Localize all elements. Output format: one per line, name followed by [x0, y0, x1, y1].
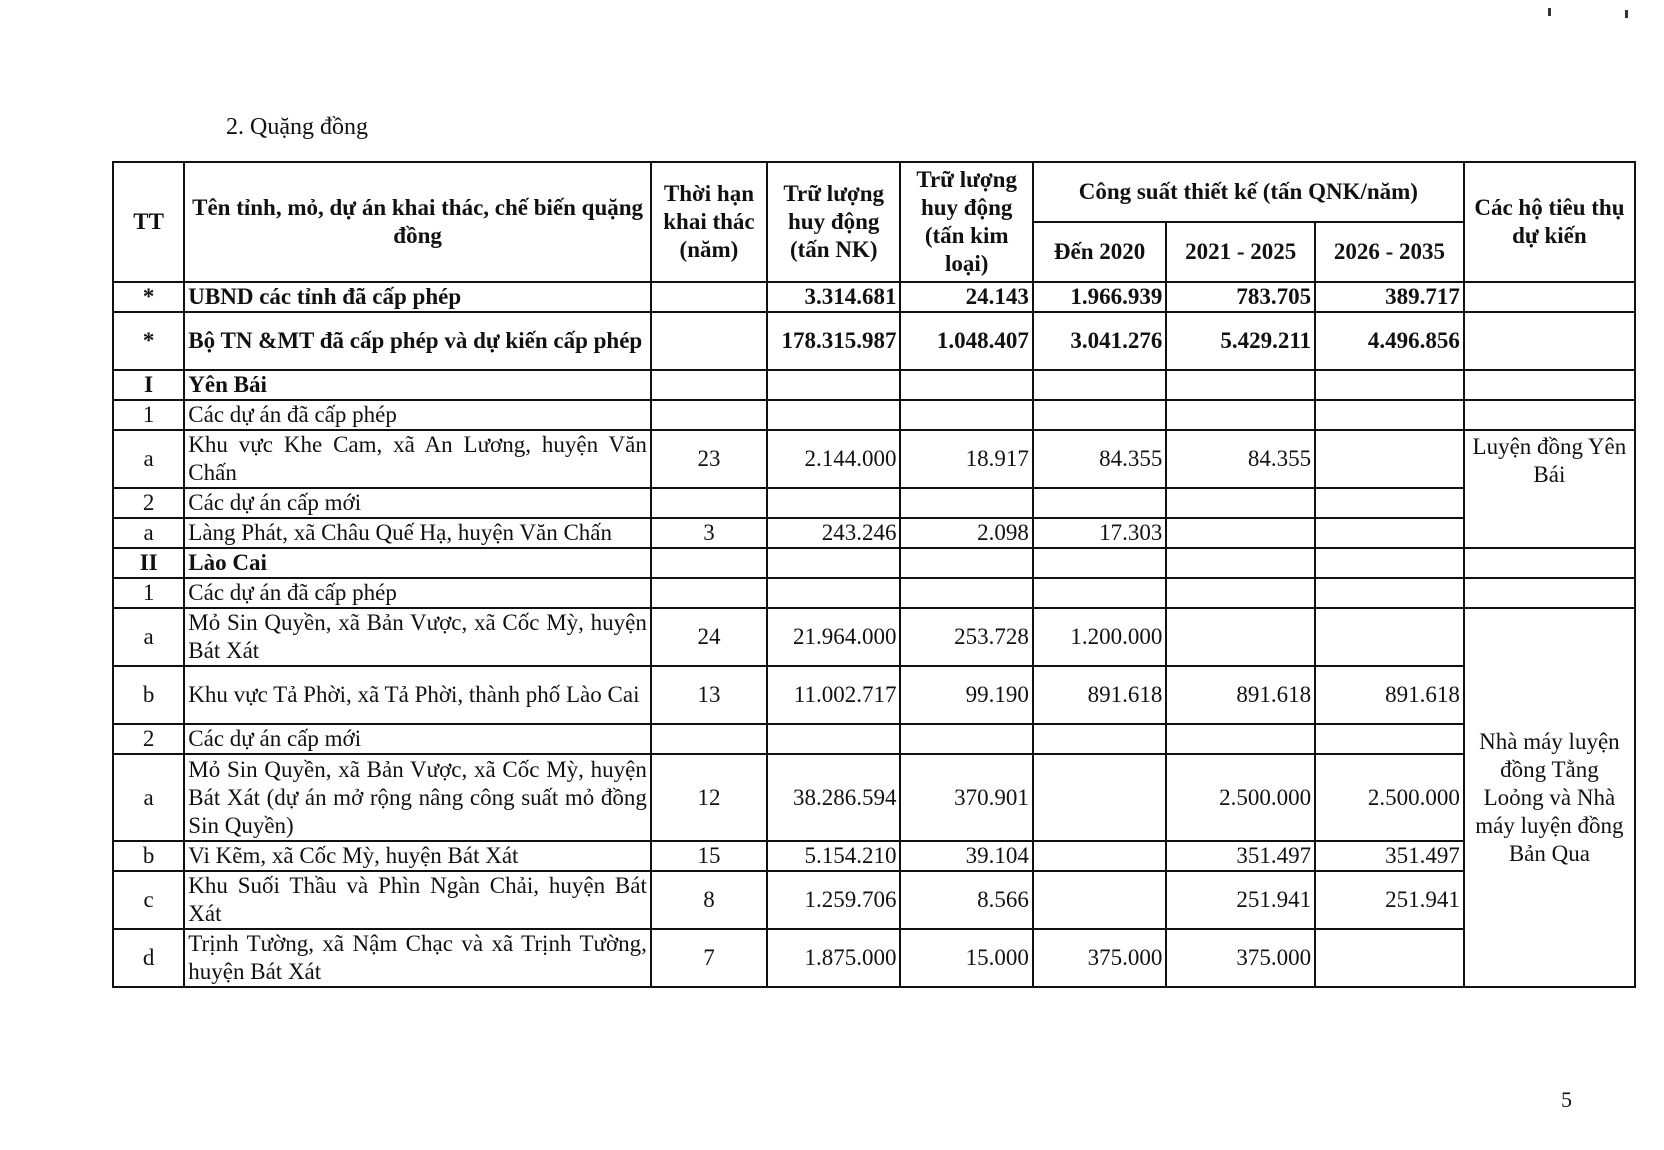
cell-term: 23 [651, 430, 767, 488]
cell-name: Lào Cai [184, 548, 651, 578]
cell-reserve-metal: 99.190 [900, 666, 1032, 724]
scan-mark [1548, 8, 1551, 16]
cell-consumers [1464, 282, 1635, 312]
cell-name: Khu Suối Thầu và Phìn Ngàn Chải, huyện Bát Xát [184, 871, 651, 929]
table-row [113, 578, 1635, 608]
cell-period-2021-2025: 375.000 [1166, 929, 1315, 987]
cell-reserve-ore [767, 578, 900, 608]
header-reserve-metal: Trữ lượng huy động (tấn kim loại) [900, 162, 1032, 282]
cell-period-2020: 84.355 [1033, 430, 1166, 488]
cell-reserve-metal [900, 724, 1032, 754]
cell-period-2026-2035: 2.500.000 [1315, 754, 1464, 841]
cell-name: Khu vực Tả Phời, xã Tả Phời, thành phố Lào Cai [184, 666, 651, 724]
cell-period-2026-2035: 4.496.856 [1315, 312, 1464, 370]
cell-tt: a [113, 518, 184, 548]
cell-period-2020 [1033, 754, 1166, 841]
cell-period-2021-2025 [1166, 488, 1315, 518]
cell-consumers [1464, 312, 1635, 370]
cell-tt: * [113, 312, 184, 370]
cell-reserve-ore: 3.314.681 [767, 282, 900, 312]
cell-tt: 2 [113, 488, 184, 518]
table-row [113, 871, 1635, 929]
cell-reserve-ore: 11.002.717 [767, 666, 900, 724]
cell-tt: * [113, 282, 184, 312]
cell-period-2026-2035 [1315, 430, 1464, 488]
table-row [113, 608, 1635, 666]
cell-reserve-ore: 5.154.210 [767, 841, 900, 871]
cell-tt: c [113, 871, 184, 929]
cell-term [651, 312, 767, 370]
cell-name: Các dự án cấp mới [184, 724, 651, 754]
cell-tt: 2 [113, 724, 184, 754]
cell-reserve-ore [767, 548, 900, 578]
cell-period-2020: 1.966.939 [1033, 282, 1166, 312]
cell-period-2026-2035: 351.497 [1315, 841, 1464, 871]
cell-period-2021-2025: 251.941 [1166, 871, 1315, 929]
cell-reserve-ore: 21.964.000 [767, 608, 900, 666]
table-row [113, 370, 1635, 400]
table-row [113, 724, 1635, 754]
cell-reserve-ore: 243.246 [767, 518, 900, 548]
header-period-2026-2035: 2026 - 2035 [1315, 222, 1464, 282]
copper-ore-table [112, 161, 1636, 988]
cell-reserve-metal: 24.143 [900, 282, 1032, 312]
cell-term [651, 578, 767, 608]
cell-tt: b [113, 841, 184, 871]
cell-name: Các dự án cấp mới [184, 488, 651, 518]
cell-reserve-metal [900, 370, 1032, 400]
header-reserve-ore: Trữ lượng huy động (tấn NK) [767, 162, 900, 282]
cell-period-2021-2025 [1166, 370, 1315, 400]
cell-period-2021-2025: 783.705 [1166, 282, 1315, 312]
cell-period-2026-2035 [1315, 518, 1464, 548]
cell-name: Mỏ Sin Quyền, xã Bản Vược, xã Cốc Mỳ, huyện Bát Xát (dự án mở rộng nâng công suất mỏ đồng Sin Quyền) [184, 754, 651, 841]
cell-reserve-metal: 15.000 [900, 929, 1032, 987]
table-row [113, 282, 1635, 312]
cell-period-2020 [1033, 370, 1166, 400]
cell-period-2020 [1033, 578, 1166, 608]
cell-tt: I [113, 370, 184, 400]
table-row [113, 312, 1635, 370]
cell-tt: a [113, 754, 184, 841]
cell-name: UBND các tỉnh đã cấp phép [184, 282, 651, 312]
cell-period-2020 [1033, 871, 1166, 929]
cell-period-2026-2035: 251.941 [1315, 871, 1464, 929]
cell-period-2026-2035 [1315, 548, 1464, 578]
cell-reserve-ore: 1.259.706 [767, 871, 900, 929]
cell-period-2026-2035 [1315, 488, 1464, 518]
cell-term [651, 548, 767, 578]
cell-reserve-metal [900, 578, 1032, 608]
cell-reserve-metal: 18.917 [900, 430, 1032, 488]
cell-term: 7 [651, 929, 767, 987]
table-row [113, 488, 1635, 518]
cell-period-2026-2035: 891.618 [1315, 666, 1464, 724]
cell-consumers [1464, 578, 1635, 608]
cell-period-2026-2035 [1315, 370, 1464, 400]
cell-reserve-metal: 39.104 [900, 841, 1032, 871]
header-consumers: Các hộ tiêu thụ dự kiến [1464, 162, 1635, 282]
cell-reserve-metal [900, 488, 1032, 518]
header-period-2021-2025: 2021 - 2025 [1166, 222, 1315, 282]
scan-mark [1625, 10, 1628, 18]
cell-period-2020 [1033, 724, 1166, 754]
cell-period-2026-2035: 389.717 [1315, 282, 1464, 312]
cell-term [651, 282, 767, 312]
cell-name: Các dự án đã cấp phép [184, 400, 651, 430]
cell-reserve-metal: 2.098 [900, 518, 1032, 548]
cell-reserve-metal [900, 400, 1032, 430]
cell-period-2021-2025 [1166, 724, 1315, 754]
cell-consumers [1464, 548, 1635, 578]
cell-tt: II [113, 548, 184, 578]
cell-period-2020: 891.618 [1033, 666, 1166, 724]
table-row [113, 518, 1635, 548]
cell-period-2021-2025: 5.429.211 [1166, 312, 1315, 370]
table-row [113, 430, 1635, 488]
cell-tt: a [113, 430, 184, 488]
cell-term: 8 [651, 871, 767, 929]
cell-period-2020 [1033, 400, 1166, 430]
cell-reserve-ore: 1.875.000 [767, 929, 900, 987]
cell-period-2020: 17.303 [1033, 518, 1166, 548]
cell-reserve-metal: 370.901 [900, 754, 1032, 841]
table-row [113, 929, 1635, 987]
cell-period-2021-2025 [1166, 400, 1315, 430]
header-tt: TT [113, 162, 184, 282]
cell-term: 3 [651, 518, 767, 548]
cell-period-2020: 3.041.276 [1033, 312, 1166, 370]
cell-period-2026-2035 [1315, 400, 1464, 430]
header-name: Tên tỉnh, mỏ, dự án khai thác, chế biến quặng đồng [184, 162, 651, 282]
cell-reserve-ore [767, 488, 900, 518]
cell-term: 15 [651, 841, 767, 871]
cell-period-2020: 375.000 [1033, 929, 1166, 987]
cell-reserve-metal: 8.566 [900, 871, 1032, 929]
cell-period-2021-2025 [1166, 578, 1315, 608]
cell-consumers [1464, 370, 1635, 400]
cell-tt: 1 [113, 578, 184, 608]
cell-name: Khu vực Khe Cam, xã An Lương, huyện Văn Chấn [184, 430, 651, 488]
cell-name: Mỏ Sin Quyền, xã Bản Vược, xã Cốc Mỳ, huyện Bát Xát [184, 608, 651, 666]
cell-reserve-ore [767, 370, 900, 400]
cell-period-2021-2025: 351.497 [1166, 841, 1315, 871]
cell-term [651, 488, 767, 518]
cell-period-2021-2025: 2.500.000 [1166, 754, 1315, 841]
cell-name: Bộ TN &MT đã cấp phép và dự kiến cấp phép [184, 312, 651, 370]
cell-reserve-metal: 253.728 [900, 608, 1032, 666]
cell-reserve-metal [900, 548, 1032, 578]
cell-period-2021-2025: 84.355 [1166, 430, 1315, 488]
cell-term [651, 370, 767, 400]
cell-consumers [1464, 400, 1635, 430]
cell-reserve-ore [767, 400, 900, 430]
cell-term [651, 724, 767, 754]
cell-reserve-ore: 38.286.594 [767, 754, 900, 841]
cell-reserve-ore [767, 724, 900, 754]
cell-reserve-ore: 2.144.000 [767, 430, 900, 488]
cell-term: 13 [651, 666, 767, 724]
cell-period-2026-2035 [1315, 929, 1464, 987]
cell-term: 24 [651, 608, 767, 666]
cell-period-2026-2035 [1315, 578, 1464, 608]
cell-tt: b [113, 666, 184, 724]
cell-period-2026-2035 [1315, 724, 1464, 754]
page-number: 5 [1561, 1087, 1572, 1112]
cell-name: Làng Phát, xã Châu Quế Hạ, huyện Văn Chấn [184, 518, 651, 548]
cell-consumers: Luyện đồng Yên Bái [1464, 430, 1635, 548]
section-title: 2. Quặng đồng [226, 114, 368, 140]
cell-name: Trịnh Tường, xã Nậm Chạc và xã Trịnh Tường, huyện Bát Xát [184, 929, 651, 987]
cell-reserve-metal: 1.048.407 [900, 312, 1032, 370]
header-capacity: Công suất thiết kế (tấn QNK/năm) [1033, 162, 1464, 222]
cell-period-2020 [1033, 841, 1166, 871]
cell-name: Vi Kẽm, xã Cốc Mỳ, huyện Bát Xát [184, 841, 651, 871]
cell-period-2021-2025 [1166, 608, 1315, 666]
cell-tt: d [113, 929, 184, 987]
table-row [113, 548, 1635, 578]
cell-term [651, 400, 767, 430]
cell-tt: a [113, 608, 184, 666]
cell-period-2021-2025: 891.618 [1166, 666, 1315, 724]
cell-consumers: Nhà máy luyện đồng Tằng Loỏng và Nhà máy luyện đồng Bản Qua [1464, 608, 1635, 987]
cell-name: Yên Bái [184, 370, 651, 400]
cell-period-2020 [1033, 548, 1166, 578]
table-row [113, 754, 1635, 841]
cell-reserve-ore: 178.315.987 [767, 312, 900, 370]
table-row [113, 841, 1635, 871]
cell-period-2020: 1.200.000 [1033, 608, 1166, 666]
cell-period-2021-2025 [1166, 518, 1315, 548]
table-row [113, 400, 1635, 430]
cell-period-2020 [1033, 488, 1166, 518]
cell-term: 12 [651, 754, 767, 841]
cell-period-2021-2025 [1166, 548, 1315, 578]
cell-period-2026-2035 [1315, 608, 1464, 666]
cell-name: Các dự án đã cấp phép [184, 578, 651, 608]
header-term: Thời hạn khai thác (năm) [651, 162, 767, 282]
cell-tt: 1 [113, 400, 184, 430]
header-period-2020: Đến 2020 [1033, 222, 1166, 282]
table-row [113, 666, 1635, 724]
